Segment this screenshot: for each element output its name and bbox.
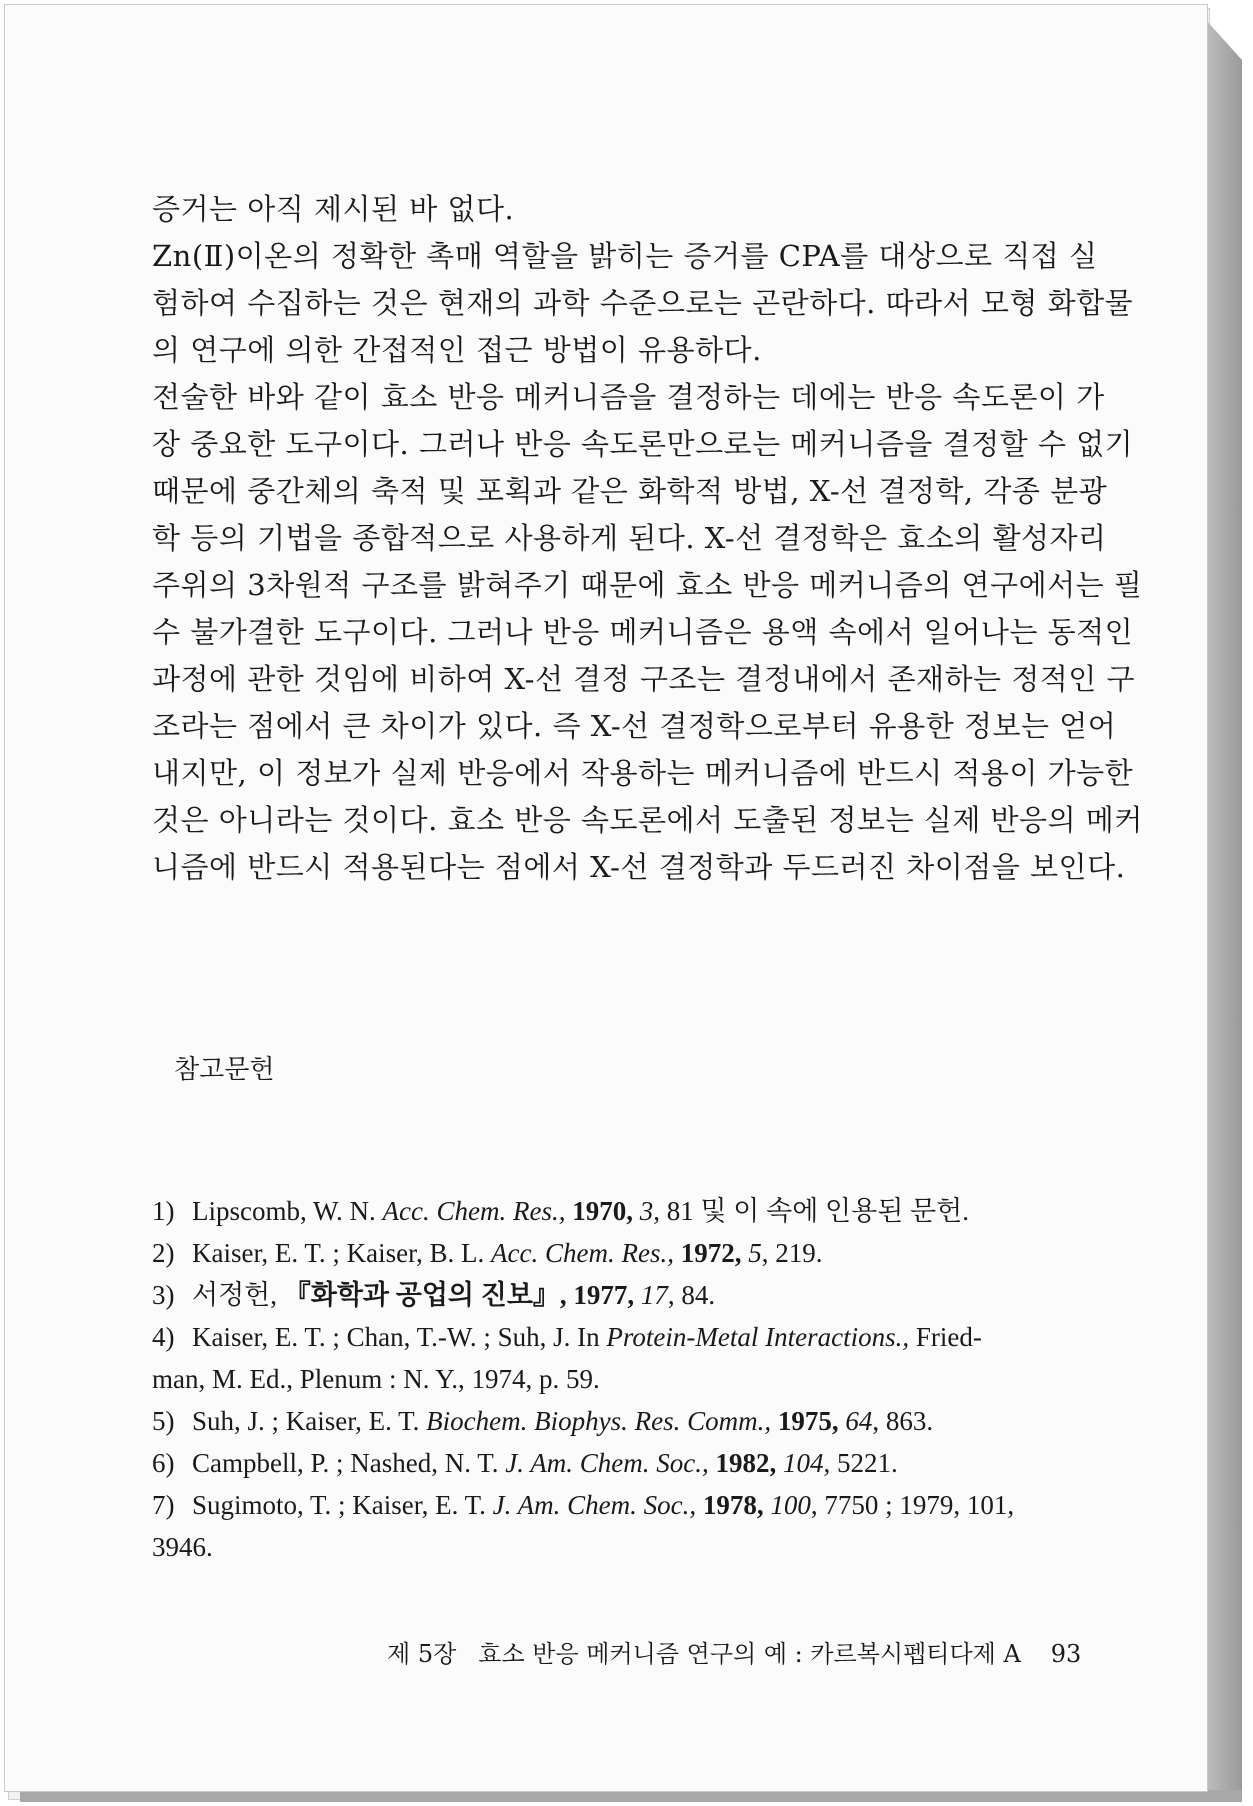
body-line: 때문에 중간체의 축적 및 포획과 같은 화학적 방법, X-선 결정학, 각종 분광	[152, 474, 1108, 508]
reference-item: 4) Kaiser, E. T. ; Chan, T.-W. ; Suh, J. In Protein-Metal Interactions., Fried-	[152, 1322, 982, 1352]
body-line: 내지만, 이 정보가 실제 반응에서 작용하는 메커니즘에 반드시 적용이 가능한	[152, 756, 1134, 790]
body-line: 험하여 수집하는 것은 현재의 과학 수준으로는 곤란하다. 따라서 모형 화합물	[152, 286, 1134, 320]
body-line: 수 불가결한 도구이다. 그러나 반응 메커니즘은 용액 속에서 일어나는 동적인	[152, 615, 1134, 649]
body-line: 전술한 바와 같이 효소 반응 메커니즘을 결정하는 데에는 반응 속도론이 가	[152, 380, 1105, 414]
footer-title: 효소 반응 메커니즘 연구의 예 : 카르복시펩티다제 A	[478, 1640, 1021, 1668]
body-line: 장 중요한 도구이다. 그러나 반응 속도론만으로는 메커니즘을 결정할 수 없기	[152, 427, 1134, 461]
reference-item: 5) Suh, J. ; Kaiser, E. T. Biochem. Biophys. Res. Comm., 1975, 64, 863.	[152, 1406, 934, 1436]
body-line: 조라는 점에서 큰 차이가 있다. 즉 X-선 결정학으로부터 유용한 정보는 얻어	[152, 709, 1117, 743]
body-line: 과정에 관한 것임에 비하여 X-선 결정 구조는 결정내에서 존재하는 정적인 구	[152, 662, 1136, 696]
reference-item: 2) Kaiser, E. T. ; Kaiser, B. L. Acc. Chem. Res., 1972, 5, 219.	[152, 1238, 823, 1268]
body-line: 니즘에 반드시 적용된다는 점에서 X-선 결정학과 두드러진 차이점을 보인다.	[152, 850, 1126, 884]
page-edge	[1206, 20, 1242, 1800]
page-number: 93	[1050, 1640, 1082, 1668]
reference-item-continuation: man, M. Ed., Plenum : N. Y., 1974, p. 59.	[152, 1364, 600, 1394]
body-line: 의 연구에 의한 간접적인 접근 방법이 유용하다.	[152, 333, 762, 367]
footer-chapter: 제 5장	[387, 1640, 457, 1668]
reference-item-continuation: 3946.	[152, 1532, 213, 1562]
body-line: 증거는 아직 제시된 바 없다.	[152, 192, 515, 226]
body-line: Zn(Ⅱ)이온의 정확한 촉매 역할을 밝히는 증거를 CPA를 대상으로 직접 실	[152, 239, 1098, 273]
references-list	[152, 1190, 1052, 1568]
body-text	[152, 186, 1143, 891]
reference-item: 1) Lipscomb, W. N. Acc. Chem. Res., 1970, 3, 81 및 이 속에 인용된 문헌.	[152, 1196, 969, 1226]
reference-item: 7) Sugimoto, T. ; Kaiser, E. T. J. Am. Chem. Soc., 1978, 100, 7750 ; 1979, 101,	[152, 1490, 1015, 1520]
body-line: 주위의 3차원적 구조를 밝혀주기 때문에 효소 반응 메커니즘의 연구에서는 필	[152, 568, 1143, 602]
reference-item: 6) Campbell, P. ; Nashed, N. T. J. Am. Chem. Soc., 1982, 104, 5221.	[152, 1448, 898, 1478]
reference-item: 3) 서정헌, 『화학과 공업의 진보』, 1977, 17, 84.	[152, 1280, 716, 1310]
page-footer	[387, 1636, 1081, 1672]
body-line: 학 등의 기법을 종합적으로 사용하게 된다. X-선 결정학은 효소의 활성자리	[152, 521, 1107, 555]
references-heading: 참고문헌	[174, 1055, 275, 1085]
body-line: 것은 아니라는 것이다. 효소 반응 속도론에서 도출된 정보는 실제 반응의 메커	[152, 803, 1143, 837]
